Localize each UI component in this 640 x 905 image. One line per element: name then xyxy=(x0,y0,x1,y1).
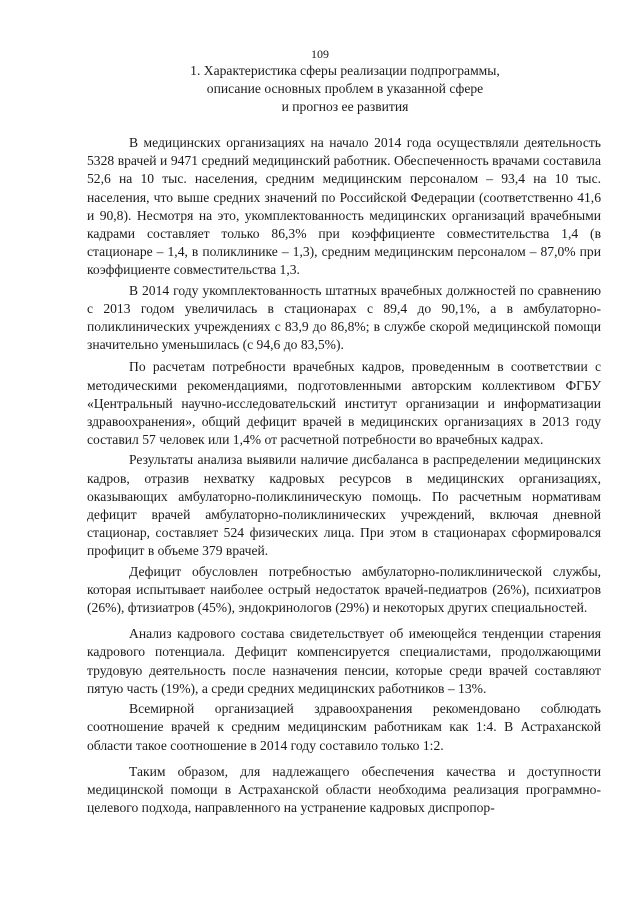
paragraph: Дефицит обусловлен потребностью амбулаторно-поликлинической службы, которая испытывает наиболее острый недостаток врачей-педиатров (26%), психиатров (26%), фтизиатров (45%), эндокринологов (29%) и некоторых других специальностей. xyxy=(87,563,601,616)
section-heading xyxy=(120,62,570,116)
heading-line: 1. Характеристика сферы реализации подпрограммы, xyxy=(190,63,500,78)
heading-line: описание основных проблем в указанной сфере xyxy=(206,81,484,96)
paragraph: Анализ кадрового состава свидетельствует об имеющейся тенденции старения кадрового потенциала. Дефицит компенсируется специалистами, продолжающими трудовую деятельность после назначения пенсии, которые среди врачей составляют пятую часть (19%), а среди средних медицинских работников – 13%. xyxy=(87,626,601,696)
paragraph: Результаты анализа выявили наличие дисбаланса в распределении медицинских кадров, отразив нехватку кадровых ресурсов в медицинских организациях, оказывающих амбулаторно-поликлиническую помощь. По расчетным нормативам дефицит врачей амбулаторно-поликлинических учреждений, включая дневной стационар, составляет 524 физических лица. При этом в стационарах сформировался профицит в объеме 379 врачей. xyxy=(87,452,601,559)
heading-line: и прогноз ее развития xyxy=(281,99,409,114)
paragraph: По расчетам потребности врачебных кадров, проведенным в соответствии с методическими рекомендациями, подготовленными авторским коллективом ФГБУ «Центральный научно-исследовательский институт организации и информатизации здравоохранения», общий дефицит врачей в медицинских организациях в 2013 году составил 57 человек или 1,4% от расчетной потребности во врачебных кадрах. xyxy=(87,359,601,448)
paragraph: Всемирной организацией здравоохранения рекомендовано соблюдать соотношение врачей к средним медицинским работникам как 1:4. В Астраханской области такое соотношение в 2014 году составило только 1:2. xyxy=(87,701,601,753)
paragraph: Таким образом, для надлежащего обеспечения качества и доступности медицинской помощи в Астраханской области необходима реализация программно-целевого подхода, направленного на устранение кадровых диспропор- xyxy=(87,763,601,816)
body-text xyxy=(87,134,601,817)
paragraph: В 2014 году укомплектованность штатных врачебных должностей по сравнению с 2013 годом увеличилась в стационарах с 89,4 до 90,1%, а в амбулаторно-поликлинических учреждениях с 83,9 до 86,8%; в службе скорой медицинской помощи значительно уменьшилась (с 94,6 до 83,5%). xyxy=(87,282,601,353)
page-number: 109 xyxy=(311,47,329,61)
paragraph: В медицинских организациях на начало 2014 года осуществляли деятельность 5328 врачей и 9471 средний медицинский работник. Обеспеченность врачами составила 52,6 на 10 тыс. населения, средним медицинским персоналом – 93,4 на 10 тыс. населения, что выше средних значений по Российской Федерации (соответственно 41,6 и 90,8). Несмотря на это, укомплектованность медицинских организаций врачебными кадрами составляет только 86,3% при коэффициенте совместительства 1,4 (в стационаре – 1,4, в поликлинике – 1,3), средним медицинским персоналом – 87,0% при коэффициенте совместительства 1,3. xyxy=(87,135,601,278)
